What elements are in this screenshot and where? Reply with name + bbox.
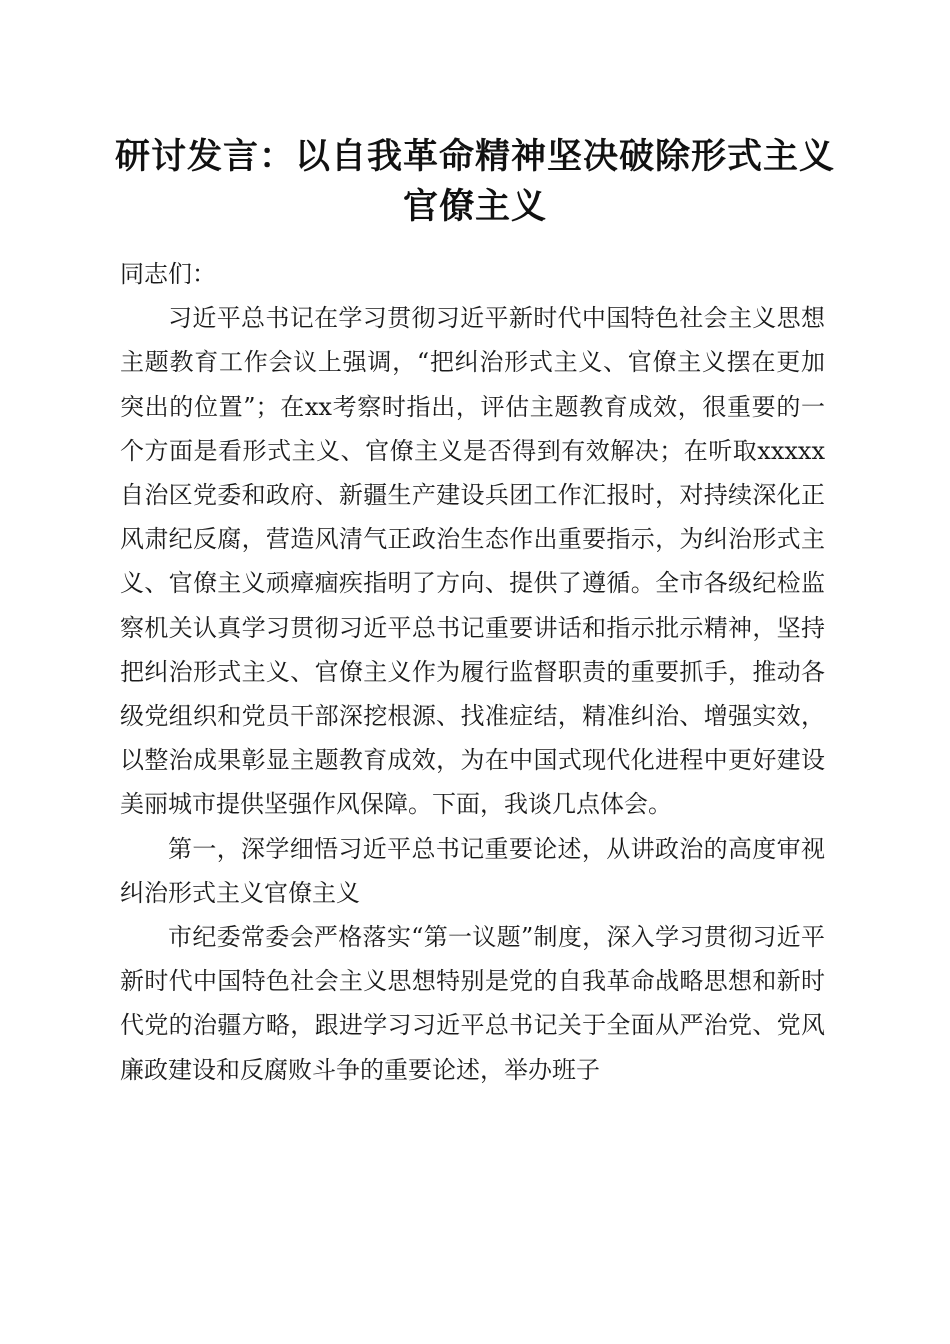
- document-title: [100, 132, 850, 232]
- paragraph-intro: 习近平总书记在学习贯彻习近平新时代中国特色社会主义思想主题教育工作会议上强调，“把纠治形式主义、官僚主义摆在更加突出的位置”；在xx考察时指出，评估主题教育成效，很重要的一个方面是看形式主义、官僚主义是否得到有效解决；在听取xxxxx自治区党委和政府、新疆生产建设兵团工作汇报时，对持续深化正风肃纪反腐，营造风清气正政治生态作出重要指示，为纠治形式主义、官僚主义顽瘴痼疾指明了方向、提供了遵循。全市各级纪检监察机关认真学习贯彻习近平总书记重要讲话和指示批示精神，坚持把纠治形式主义、官僚主义作为履行监督职责的重要抓手，推动各级党组织和党员干部深挖根源、找准症结，精准纠治、增强实效，以整治成果彰显主题教育成效，为在中国式现代化进程中更好建设美丽城市提供坚强作风保障。下面，我谈几点体会。: [120, 304, 825, 819]
- title-line-2: 官僚主义: [402, 186, 547, 227]
- section-heading-1: 第一，深学细悟习近平总书记重要论述，从讲政治的高度审视纠治形式主义官僚主义: [120, 834, 825, 907]
- salutation: 同志们：: [120, 260, 216, 288]
- document-body: [120, 252, 825, 1092]
- title-line-1: 研讨发言：以自我革命精神坚决破除形式主义: [114, 136, 835, 177]
- paragraph-section-1: 市纪委常委会严格落实“第一议题”制度，深入学习贯彻习近平新时代中国特色社会主义思想特别是党的自我革命战略思想和新时代党的治疆方略，跟进学习习近平总书记关于全面从严治党、党风廉政建设和反腐败斗争的重要论述，举办班子: [120, 923, 825, 1084]
